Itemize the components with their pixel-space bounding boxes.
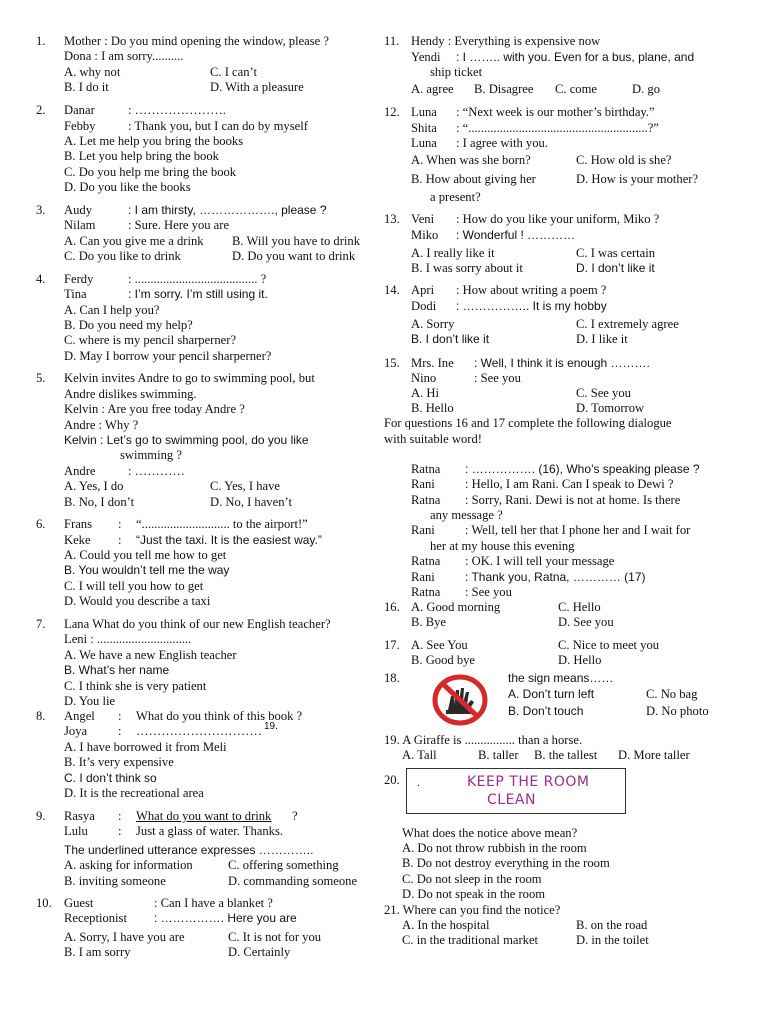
text-line: 13. bbox=[384, 212, 400, 226]
text-line: Danar bbox=[64, 103, 95, 117]
text-line: C. It is not for you bbox=[228, 930, 322, 944]
text-line: A. Sorry bbox=[411, 317, 455, 331]
text-line: Receptionist bbox=[64, 911, 127, 925]
text-line: the sign means…… bbox=[508, 671, 614, 685]
text-line: A. Sorry, I have you are bbox=[64, 930, 185, 944]
text-line: 18. bbox=[384, 671, 400, 685]
text-line: : ……………. Here you are bbox=[154, 911, 297, 925]
text-line: What do you think of this book ? bbox=[136, 709, 303, 723]
text-line: B. Bye bbox=[411, 615, 446, 629]
text-line: D. Do you like the books bbox=[64, 180, 191, 194]
text-line: C. Yes, I have bbox=[210, 479, 280, 493]
text-line: D. Hello bbox=[558, 653, 602, 667]
text-line: ship ticket bbox=[430, 65, 483, 79]
text-line: D. With a pleasure bbox=[210, 80, 304, 94]
text-line: her at my house this evening bbox=[430, 539, 575, 553]
text-line: B. Hello bbox=[411, 401, 454, 415]
text-line: : Wonderful ! ………… bbox=[456, 228, 576, 242]
text-line: Mother : Do you mind opening the window, please ? bbox=[64, 34, 330, 48]
text-line: B. How about giving her bbox=[411, 172, 536, 186]
text-line: A. Could you tell me how to get bbox=[64, 548, 227, 562]
notice-line-1: KEEP THE ROOM bbox=[467, 774, 590, 790]
text-line: Apri bbox=[411, 283, 435, 297]
text-line: C. I can’t bbox=[210, 65, 257, 79]
text-line: “Just the taxi. It is the easiest way.” bbox=[136, 533, 322, 547]
text-line: Ratna bbox=[411, 554, 441, 568]
text-line: : bbox=[118, 824, 122, 838]
text-line: C. I don’t think so bbox=[64, 771, 157, 785]
text-line: Ratna bbox=[411, 585, 441, 599]
text-line: B. No, I don’t bbox=[64, 495, 135, 509]
text-line: C. I was certain bbox=[576, 246, 656, 260]
text-line: D. Certainly bbox=[228, 945, 291, 959]
text-line: with suitable word! bbox=[384, 432, 482, 446]
text-line: : “.........................................................?” bbox=[456, 121, 659, 135]
text-line: 7. bbox=[36, 617, 46, 631]
text-line: a present? bbox=[430, 190, 481, 204]
text-line: Kelvin invites Andre to go to swimming pool, but bbox=[64, 371, 315, 385]
text-line: : Well, tell her that I phone her and I wait for bbox=[465, 523, 691, 537]
text-line: Febby bbox=[64, 119, 96, 133]
text-line: : I agree with you. bbox=[456, 136, 548, 150]
text-line: C. See you bbox=[576, 386, 631, 400]
text-line: B. I don’t like it bbox=[411, 332, 490, 346]
text-line: : bbox=[118, 517, 122, 531]
text-line: D. I don’t like it bbox=[576, 261, 655, 275]
text-line: Ratna bbox=[411, 462, 441, 476]
text-line: D. More taller bbox=[618, 748, 690, 762]
text-line: : How about writing a poem ? bbox=[456, 283, 607, 297]
text-line: C. Do you help me bring the book bbox=[64, 165, 237, 179]
text-line: D. How is your mother? bbox=[576, 172, 699, 186]
text-line: C. in the traditional market bbox=[402, 933, 539, 947]
text-line: For questions 16 and 17 complete the following dialogue bbox=[384, 416, 672, 430]
text-line: : …………….. It is my hobby bbox=[456, 299, 607, 313]
text-line: Nino bbox=[411, 371, 437, 385]
text-line: Rani bbox=[411, 570, 435, 584]
text-line: B. Do not destroy everything in the room bbox=[402, 856, 610, 870]
text-line: Kelvin : Let’s go to swimming pool, do you like bbox=[64, 433, 309, 447]
text-line: : I am thirsty, ………………., please ? bbox=[128, 203, 327, 217]
text-line: Angel bbox=[64, 709, 95, 723]
text-line: : bbox=[118, 709, 122, 723]
text-line: : Sorry, Rani. Dewi is not at home. Is there bbox=[465, 493, 681, 507]
text-line: D. Do you want to drink bbox=[232, 249, 356, 263]
text-line: Luna bbox=[411, 105, 437, 119]
text-line: A. I really like it bbox=[411, 246, 495, 260]
text-line: A. Hi bbox=[411, 386, 439, 400]
text-line: A. See You bbox=[411, 638, 468, 652]
text-line: : Thank you, but I can do by myself bbox=[128, 119, 308, 133]
text-line: D. May I borrow your pencil sharperner? bbox=[64, 349, 272, 363]
text-line: 21. Where can you find the notice? bbox=[384, 903, 561, 917]
text-line: : How do you like your uniform, Miko ? bbox=[456, 212, 660, 226]
text-line: A. Can you give me a drink bbox=[64, 234, 204, 248]
text-line: : Can I have a blanket ? bbox=[154, 896, 273, 910]
text-line: Frans bbox=[64, 517, 92, 531]
notice-dot: . bbox=[417, 775, 420, 789]
text-line: 3. bbox=[36, 203, 46, 217]
text-line: 20. bbox=[384, 773, 400, 787]
text-line: A. Do not throw rubbish in the room bbox=[402, 841, 587, 855]
text-line: A. Yes, I do bbox=[64, 479, 124, 493]
text-line: D. go bbox=[632, 82, 660, 96]
text-line: : Well, I think it is enough ………. bbox=[474, 356, 650, 370]
text-line: Miko bbox=[411, 228, 439, 242]
text-line: B. Disagree bbox=[474, 82, 534, 96]
text-line: 14. bbox=[384, 283, 400, 297]
text-line: A. Don’t turn left bbox=[508, 687, 595, 701]
text-line: 17. bbox=[384, 638, 400, 652]
notice-box bbox=[406, 768, 626, 814]
text-line: Guest bbox=[64, 896, 94, 910]
text-line: Kelvin : Are you free today Andre ? bbox=[64, 402, 245, 416]
text-line: : See you bbox=[474, 371, 521, 385]
text-line: D. No, I haven’t bbox=[210, 495, 292, 509]
text-line: B. It’s very expensive bbox=[64, 755, 174, 769]
text-line: D. in the toilet bbox=[576, 933, 649, 947]
text-line: A. Good morning bbox=[411, 600, 501, 614]
text-line: 8. bbox=[36, 709, 46, 723]
text-line: swimming ? bbox=[120, 448, 182, 462]
text-line: Ferdy bbox=[64, 272, 94, 286]
text-line: D. See you bbox=[558, 615, 614, 629]
text-line: Joya bbox=[64, 724, 88, 738]
text-line: A. agree bbox=[411, 82, 454, 96]
text-line: 5. bbox=[36, 371, 46, 385]
text-line: C. I think she is very patient bbox=[64, 679, 207, 693]
text-line: : bbox=[118, 724, 122, 738]
text-line: B. the tallest bbox=[534, 748, 598, 762]
text-line: any message ? bbox=[430, 508, 503, 522]
text-line: ? bbox=[292, 809, 298, 823]
text-line: B. What’s her name bbox=[64, 663, 170, 677]
text-line: 12. bbox=[384, 105, 400, 119]
text-line: Mrs. Ine bbox=[411, 356, 454, 370]
text-line: B. Will you have to drink bbox=[232, 234, 360, 248]
text-line: : ....................................... ? bbox=[128, 272, 267, 286]
text-line: Rani bbox=[411, 477, 435, 491]
text-line: Hendy : Everything is expensive now bbox=[411, 34, 601, 48]
text-line: : …………………. bbox=[128, 103, 226, 117]
text-line: “............................ to the airport!” bbox=[136, 517, 308, 531]
text-line: A. Let me help you bring the books bbox=[64, 134, 244, 148]
text-line: Lulu bbox=[64, 824, 88, 838]
text-line: A. Tall bbox=[402, 748, 437, 762]
notice-line-2: CLEAN bbox=[487, 792, 536, 808]
text-line: B. I was sorry about it bbox=[411, 261, 523, 275]
text-line: : Thank you, Ratna, ………… (17) bbox=[465, 570, 646, 584]
text-line: A. When was she born? bbox=[411, 153, 531, 167]
text-line: B. Let you help bring the book bbox=[64, 149, 219, 163]
text-line: Andre bbox=[64, 464, 96, 478]
text-line: Andre dislikes swimming. bbox=[64, 387, 197, 401]
text-line: 4. bbox=[36, 272, 46, 286]
text-line: C. No bag bbox=[646, 687, 698, 701]
text-line: B. I am sorry bbox=[64, 945, 131, 959]
text-line: D. It is the recreational area bbox=[64, 786, 204, 800]
text-line: Yendi bbox=[411, 50, 441, 64]
text-line: : I’m sorry. I’m still using it. bbox=[128, 287, 268, 301]
text-line: What does the notice above mean? bbox=[402, 826, 578, 840]
text-line: A. We have a new English teacher bbox=[64, 648, 237, 662]
text-line: A. In the hospital bbox=[402, 918, 490, 932]
text-line: Leni : .............................. bbox=[64, 632, 192, 646]
text-line: : bbox=[118, 809, 122, 823]
text-line: : ………… bbox=[128, 464, 186, 478]
text-line: 1. bbox=[36, 34, 46, 48]
text-line: : bbox=[118, 533, 122, 547]
text-line: C. Do not sleep in the room bbox=[402, 872, 542, 886]
text-line: Shita bbox=[411, 121, 437, 135]
text-line: D. I like it bbox=[576, 332, 628, 346]
text-line: The underlined utterance expresses ………….. bbox=[64, 843, 314, 857]
text-line: A. why not bbox=[64, 65, 121, 79]
no-touching-sign-icon bbox=[432, 674, 488, 726]
text-line: Audy bbox=[64, 203, 92, 217]
text-line: C. How old is she? bbox=[576, 153, 672, 167]
text-line: B. on the road bbox=[576, 918, 648, 932]
text-line: C. Do you like to drink bbox=[64, 249, 181, 263]
text-line: C. I will tell you how to get bbox=[64, 579, 204, 593]
text-line: C. offering something bbox=[228, 858, 339, 872]
text-line: B. I do it bbox=[64, 80, 109, 94]
text-line: : I …….. with you. Even for a bus, plane, and bbox=[456, 50, 695, 64]
text-line: C. where is my pencil sharperner? bbox=[64, 333, 237, 347]
text-line: Ratna bbox=[411, 493, 441, 507]
text-line: D. Tomorrow bbox=[576, 401, 645, 415]
text-line: Andre : Why ? bbox=[64, 418, 139, 432]
text-line: Tina bbox=[64, 287, 87, 301]
text-line: C. Hello bbox=[558, 600, 601, 614]
text-line: 2. bbox=[36, 103, 46, 117]
text-line: : “Next week is our mother’s birthday.” bbox=[456, 105, 655, 119]
text-line: ………………………… bbox=[136, 724, 262, 738]
text-line: D. You lie bbox=[64, 694, 116, 708]
text-line: Keke bbox=[64, 533, 91, 547]
text-line: D. Do not speak in the room bbox=[402, 887, 546, 901]
text-line: B. You wouldn’t tell me the way bbox=[64, 563, 230, 577]
text-line: : See you bbox=[465, 585, 512, 599]
text-line: Luna bbox=[411, 136, 437, 150]
text-line: D. No photo bbox=[646, 704, 709, 718]
text-line: What do you want to drink bbox=[136, 809, 272, 823]
text-line: Rani bbox=[411, 523, 435, 537]
text-line: 11. bbox=[384, 34, 400, 48]
text-line: D. commanding someone bbox=[228, 874, 358, 888]
text-line: C. come bbox=[555, 82, 597, 96]
text-line: B. Do you need my help? bbox=[64, 318, 193, 332]
text-line: C. I extremely agree bbox=[576, 317, 679, 331]
text-line: : Hello, I am Rani. Can I speak to Dewi ? bbox=[465, 477, 674, 491]
text-line: Dodi bbox=[411, 299, 437, 313]
text-line: B. Don’t touch bbox=[508, 704, 584, 718]
text-line: B. Good bye bbox=[411, 653, 476, 667]
text-line: : OK. I will tell your message bbox=[465, 554, 615, 568]
text-line: Dona : I am sorry.......... bbox=[64, 49, 184, 63]
text-line: 10. bbox=[36, 896, 52, 910]
text-line: A. Can I help you? bbox=[64, 303, 160, 317]
text-line: Lana What do you think of our new English teacher? bbox=[64, 617, 331, 631]
text-line: 16. bbox=[384, 600, 400, 614]
text-line: C. Nice to meet you bbox=[558, 638, 660, 652]
text-line: Just a glass of water. Thanks. bbox=[136, 824, 284, 838]
text-line: B. taller bbox=[478, 748, 519, 762]
text-line: A. asking for information bbox=[64, 858, 193, 872]
text-line: 6. bbox=[36, 517, 46, 531]
page-number: 19. bbox=[264, 721, 278, 732]
text-line: 19. A Giraffe is ................ than a horse. bbox=[384, 733, 583, 747]
text-line: : ……………. (16), Who’s speaking please ? bbox=[465, 462, 700, 476]
text-line: : Sure. Here you are bbox=[128, 218, 230, 232]
text-line: 9. bbox=[36, 809, 46, 823]
text-line: Nilam bbox=[64, 218, 96, 232]
text-line: Veni bbox=[411, 212, 435, 226]
text-line: A. I have borrowed it from Meli bbox=[64, 740, 227, 754]
text-line: 15. bbox=[384, 356, 400, 370]
text-line: Rasya bbox=[64, 809, 95, 823]
text-line: D. Would you describe a taxi bbox=[64, 594, 211, 608]
text-line: B. inviting someone bbox=[64, 874, 166, 888]
